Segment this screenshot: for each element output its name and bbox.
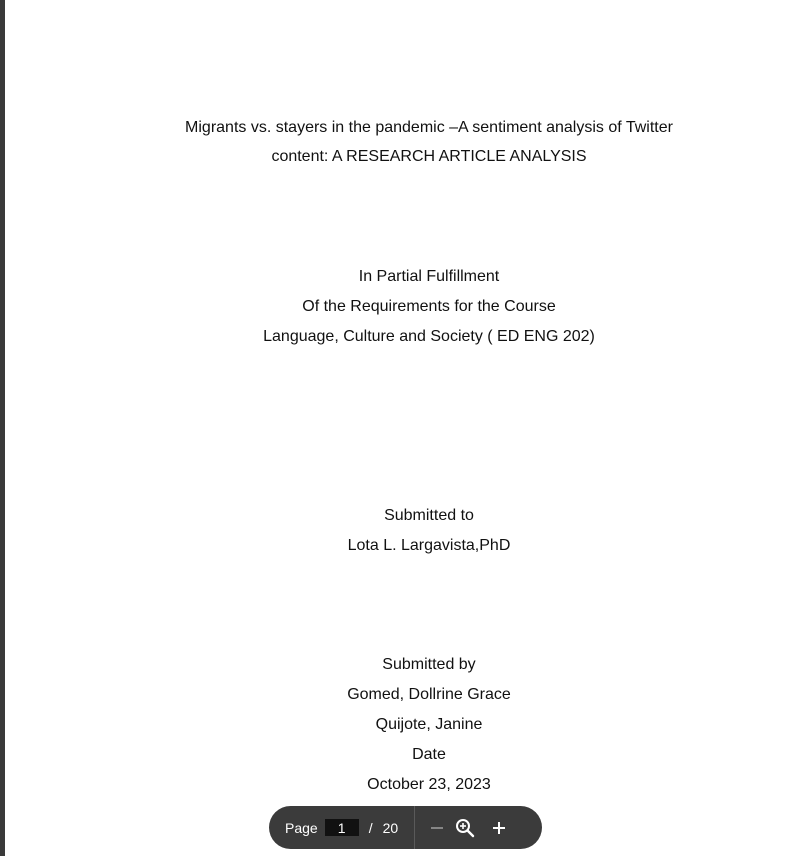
course-line: Language, Culture and Society ( ED ENG 202) [263,328,595,345]
page-label: Page [285,819,318,836]
viewer-left-edge [0,0,5,856]
author-1: Gomed, Dollrine Grace [347,686,511,703]
toolbar-divider [414,806,415,849]
magnifier-icon [455,818,475,838]
zoom-reset-button[interactable] [447,806,483,849]
page-number-input[interactable] [325,819,359,836]
plus-icon [491,820,507,836]
date-label: Date [412,746,446,763]
date-value: October 23, 2023 [367,776,491,793]
zoom-in-button[interactable] [481,806,517,849]
submitted-to-label: Submitted to [384,507,474,524]
title-line-1: Migrants vs. stayers in the pandemic –A sentiment analysis of Twitter [185,119,673,136]
submitted-to-name: Lota L. Largavista,PhD [347,537,511,554]
pdf-toolbar [269,806,542,849]
total-pages: 20 [382,819,399,836]
title-line-2: content: A RESEARCH ARTICLE ANALYSIS [271,148,587,165]
fulfillment-line-1: In Partial Fulfillment [358,268,500,285]
minus-icon [429,820,445,836]
submitted-by-label: Submitted by [382,656,476,673]
author-2: Quijote, Janine [375,716,483,733]
fulfillment-line-2: Of the Requirements for the Course [302,298,556,315]
page-separator: / [368,819,373,836]
